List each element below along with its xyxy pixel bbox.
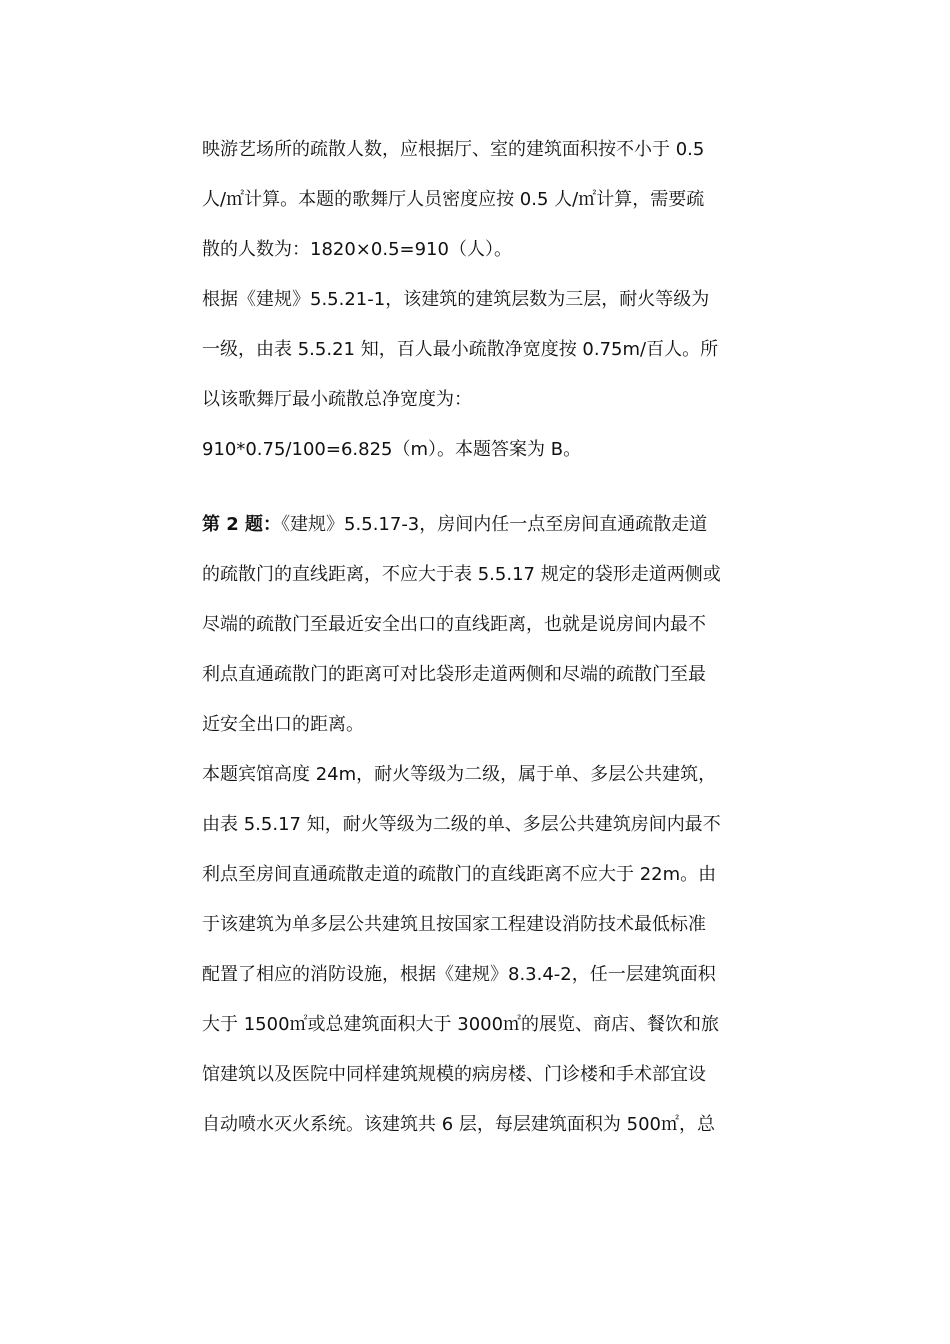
question-text: 《建规》5.5.17-3，房间内任一点至房间直通疏散走道 — [281, 514, 708, 535]
text-line: 利点直通疏散门的距离可对比袋形走道两侧和尽端的疏散门至最 — [202, 664, 706, 685]
text-line: 大于 1500㎡或总建筑面积大于 3000㎡的展览、商店、餐饮和旅 — [202, 1014, 720, 1035]
document-body — [202, 125, 762, 1150]
paragraph-evacuation-width — [202, 275, 762, 475]
text-line: 利点至房间直通疏散走道的疏散门的直线距离不应大于 22m。由 — [202, 864, 717, 885]
text-line: 由表 5.5.17 知，耐火等级为二级的单、多层公共建筑房间内最不 — [202, 814, 721, 835]
text-line: 尽端的疏散门至最近安全出口的直线距离，也就是说房间内最不 — [202, 614, 706, 635]
text-line: 近安全出口的距离。 — [202, 714, 364, 735]
paragraph-spacer — [202, 475, 762, 500]
text-line: 一级，由表 5.5.21 知，百人最小疏散净宽度按 0.75m/百人。所 — [202, 339, 719, 360]
text-line: 于该建筑为单多层公共建筑且按国家工程建设消防技术最低标准 — [202, 914, 706, 935]
text-line: 以该歌舞厅最小疏散总净宽度为： — [202, 389, 472, 410]
text-line: 映游艺场所的疏散人数，应根据厅、室的建筑面积按不小于 0.5 — [202, 139, 705, 160]
text-line: 根据《建规》5.5.21-1，该建筑的建筑层数为三层，耐火等级为 — [202, 289, 710, 310]
text-line — [202, 500, 762, 550]
text-line: 馆建筑以及医院中同样建筑规模的病房楼、门诊楼和手术部宜设 — [202, 1064, 706, 1085]
text-line: 的疏散门的直线距离，不应大于表 5.5.17 规定的袋形走道两侧或 — [202, 564, 721, 585]
text-line: 910*0.75/100=6.825（m）。本题答案为 B。 — [202, 439, 582, 460]
text-line: 散的人数为：1820×0.5=910（人）。 — [202, 239, 512, 260]
question-heading: 第 2 题： — [202, 514, 282, 535]
text-line: 人/㎡计算。本题的歌舞厅人员密度应按 0.5 人/㎡计算，需要疏 — [202, 189, 705, 210]
text-line: 本题宾馆高度 24m，耐火等级为二级，属于单、多层公共建筑， — [202, 764, 717, 785]
paragraph-question-2 — [202, 500, 762, 750]
paragraph-hotel-analysis — [202, 750, 762, 1150]
paragraph-evacuation-count — [202, 125, 762, 275]
text-line: 自动喷水灭火系统。该建筑共 6 层，每层建筑面积为 500㎡，总 — [202, 1114, 715, 1135]
text-line: 配置了相应的消防设施，根据《建规》8.3.4-2，任一层建筑面积 — [202, 964, 716, 985]
